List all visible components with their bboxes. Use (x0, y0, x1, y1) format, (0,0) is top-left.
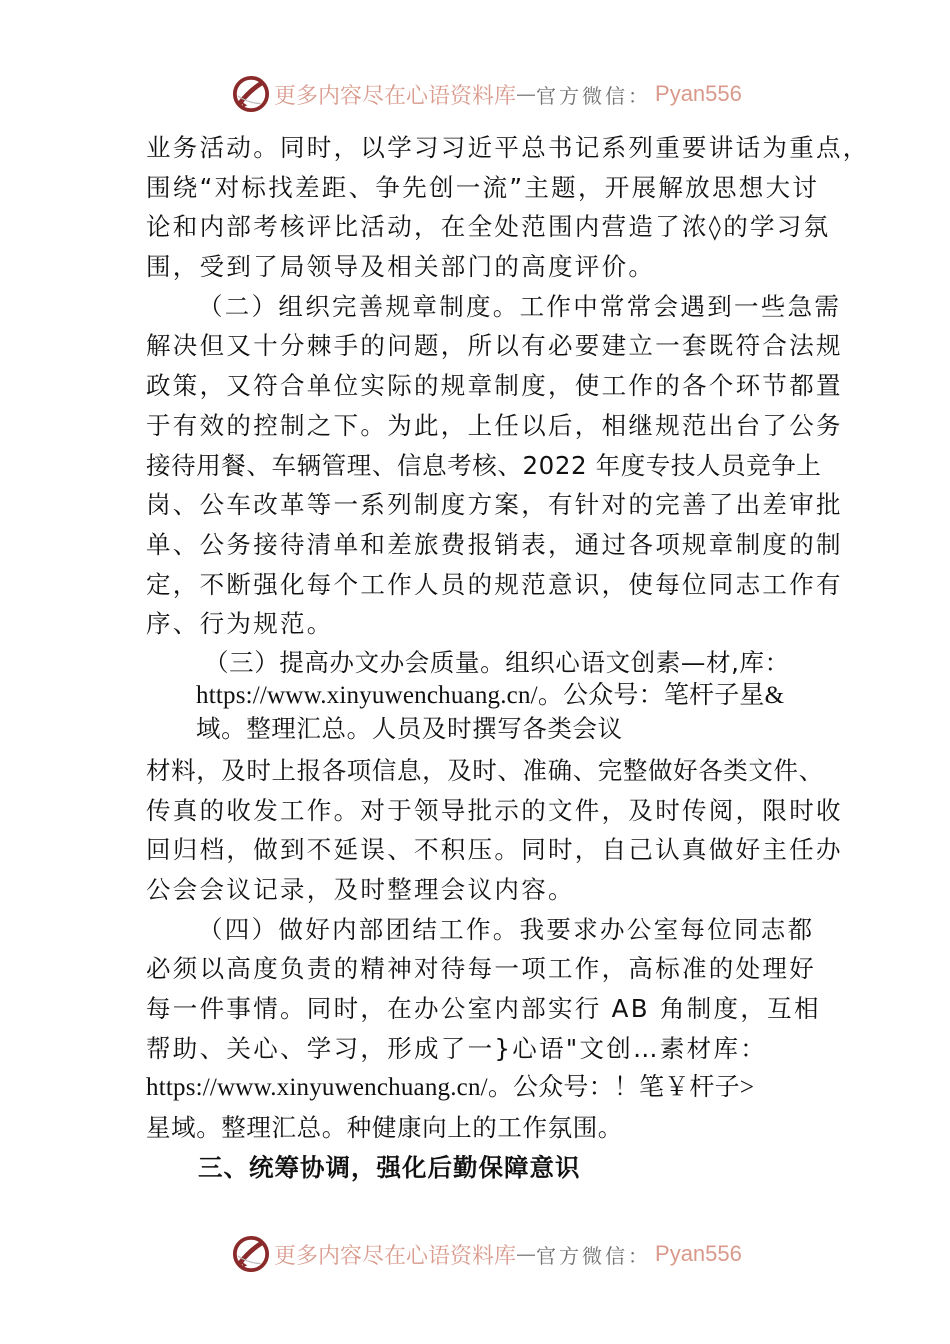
text-line: 于有效的控制之下。为此，上任以后，相继规范出台了公务 (146, 410, 843, 440)
text-line: 单、公务接待清单和差旅费报销表，通过各项规章制度的制 (146, 529, 843, 559)
text-line: https://www.xinyuwenchuang.cn/。公众号：笔杆子星& (196, 681, 785, 709)
text-line: 传真的收发工作。对于领导批示的文件，及时传阅，限时收 (146, 795, 843, 825)
text-line: 公会会议记录，及时整理会议内容。 (146, 875, 575, 904)
text-line: 解决但又十分棘手的问题，所以有必要建立一套既符合法规 (146, 331, 843, 361)
text-line: （四）做好内部团结工作。我要求办公室每位同志都 (198, 914, 815, 944)
text-line: 政策，又符合单位实际的规章制度，使工作的各个环节都置 (146, 371, 843, 401)
pen-logo-icon (232, 1235, 270, 1273)
footer-watermark-banner (232, 1234, 742, 1274)
text-line: 域。整理汇总。人员及时撰写各类会议 (196, 713, 623, 743)
text-line: 围绕“对标找差距、争先创一流”主题，开展解放思想大讨 (146, 172, 820, 202)
wechat-id: Pyan556 (655, 1241, 742, 1266)
section-heading: 三、统筹协调，强化后勤保障意识 (198, 1152, 581, 1182)
paragraph-1 (146, 128, 870, 287)
text-line: （二）组织完善规章制度。工作中常常会遇到一些急需 (198, 291, 842, 321)
wechat-id: Pyan556 (655, 81, 742, 106)
text-line: 回归档，做到不延误、不积压。同时，自己认真做好主任办 (146, 835, 843, 865)
paragraph-3-inserted-block (146, 646, 806, 745)
text-line: 业务活动。同时，以学习习近平总书记系列重要讲话为重点， (146, 133, 870, 162)
text-line: 围，受到了局领导及相关部门的高度评价。 (146, 252, 656, 282)
text-line: 星域。整理汇总。种健康向上的工作氛围。 (146, 1113, 623, 1143)
brand-text: 更多内容尽在心语资料库 (274, 83, 517, 109)
header-watermark-banner (232, 74, 742, 114)
paragraph-4 (146, 910, 821, 1148)
paragraph-3 (146, 751, 843, 910)
wechat-label: 官方微信： (536, 1243, 652, 1268)
text-line: 定，不断强化每个工作人员的规范意识，使每位同志工作有 (146, 569, 843, 599)
text-line: （三）提高办文办会质量。组织心语文创素—材,库： (204, 647, 790, 677)
text-line: 材料，及时上报各项信息，及时、准确、完整做好各类文件、 (146, 755, 824, 785)
text-line: 必须以高度负责的精神对待每一项工作，高标准的处理好 (146, 954, 816, 984)
text-line: 岗、公车改革等一系列制度方案，有针对的完善了出差审批 (146, 490, 843, 520)
document-body (146, 128, 870, 1188)
wechat-label: 官方微信： (536, 83, 652, 108)
separator-dash: — (516, 82, 537, 106)
text-line: 接待用餐、车辆管理、信息考核、2022 年度专技人员竞争上 (146, 450, 822, 480)
brand-text: 更多内容尽在心语资料库 (274, 1243, 517, 1269)
text-line: 每一件事情。同时，在办公室内部实行 AB 角制度，互相 (146, 994, 821, 1024)
separator-dash: — (516, 1242, 537, 1266)
text-line: 论和内部考核评比活动，在全处范围内营造了浓◊的学习氛 (146, 212, 831, 242)
text-line: 帮助、关心、学习，形成了一}心语"文创…素材库： (146, 1033, 768, 1063)
pen-logo-icon (232, 75, 270, 113)
text-line: 序、行为规范。 (146, 609, 334, 639)
text-line: https://www.xinyuwenchuang.cn/。公众号：！笔￥杆子> (146, 1074, 755, 1102)
paragraph-2 (146, 287, 843, 644)
